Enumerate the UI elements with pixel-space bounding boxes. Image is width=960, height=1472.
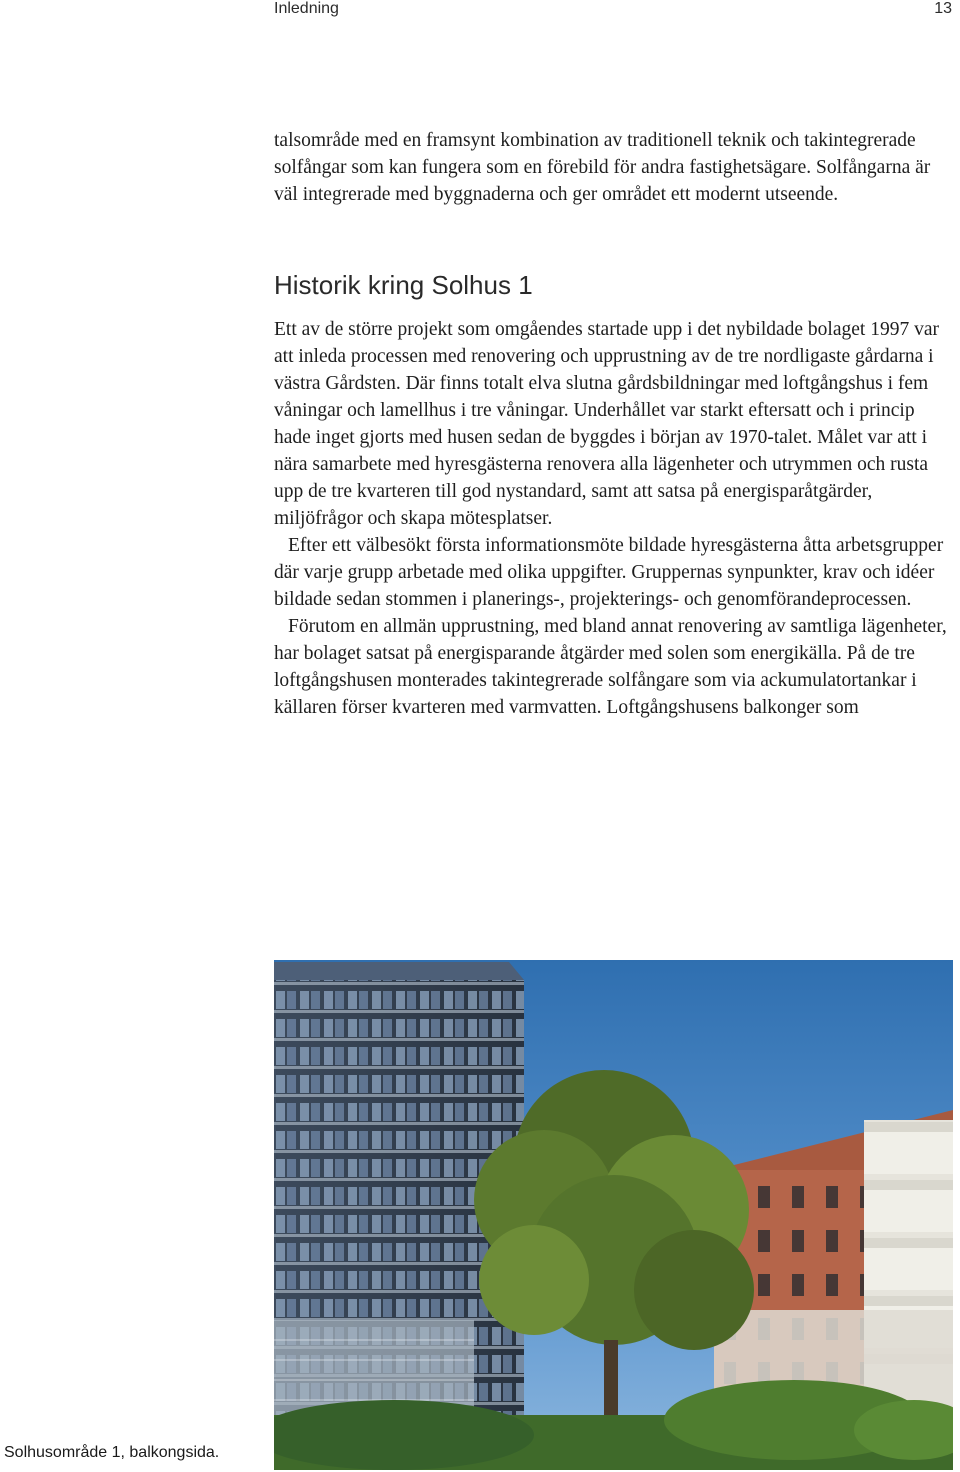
page-number: 13 xyxy=(934,0,952,17)
section-heading: Historik kring Solhus 1 xyxy=(274,270,533,300)
page-header-section-title: Inledning xyxy=(274,0,339,17)
intro-text xyxy=(274,127,954,208)
photo-caption: Solhusområde 1, balkongsida. xyxy=(4,1444,220,1461)
body-paragraph-2: Efter ett välbesökt första informationsmöte bildade hyresgästerna åtta arbetsgrupper där varje grupp arbetade med olika uppgifter. Gruppernas synpunkter, krav och idéer bildade sedan stommen i planerings-, projekterings- och genomförandeprocessen. xyxy=(274,535,944,610)
building-photo xyxy=(274,960,953,1470)
section-body xyxy=(274,316,954,721)
building-photo-illustration xyxy=(274,960,953,1470)
intro-paragraph: talsområde med en framsynt kombination av traditionell teknik och takintegrerade solfångar som kan fungera som en förebild för andra fastighetsägare. Solfångarna är väl integrerade med byggnaderna och ger området ett modernt utseende. xyxy=(274,130,931,205)
body-paragraph-1: Ett av de större projekt som omgåendes startade upp i det nybildade bolaget 1997 var att inleda processen med renovering och upprustning av de tre nordligaste gårdarna i västra Gårdsten. Där finns totalt elva slutna gårdsbildningar med loftgångshus i fem våningar och lamellhus i tre våningar. Underhållet var starkt eftersatt och i princip hade inget gjorts med husen sedan de byggdes i början av 1970-talet. Målet var att i nära samarbete med hyresgästerna renovera alla lägenheter och utrymmen och rusta upp de tre kvarteren till god nystandard, samt att satsa på energisparåtgärder, miljöfrågor och skapa mötesplatser. xyxy=(274,319,939,529)
body-paragraph-3: Förutom en allmän upprustning, med bland annat renovering av samtliga lägenheter, har bolaget satsat på energisparande åtgärder med solen som energikälla. På de tre loftgångshusen monterades takintegrerade solfångare som via ackumulatortankar i källaren förser kvarteren med varmvatten. Loftgångshusens balkonger som xyxy=(274,616,947,718)
